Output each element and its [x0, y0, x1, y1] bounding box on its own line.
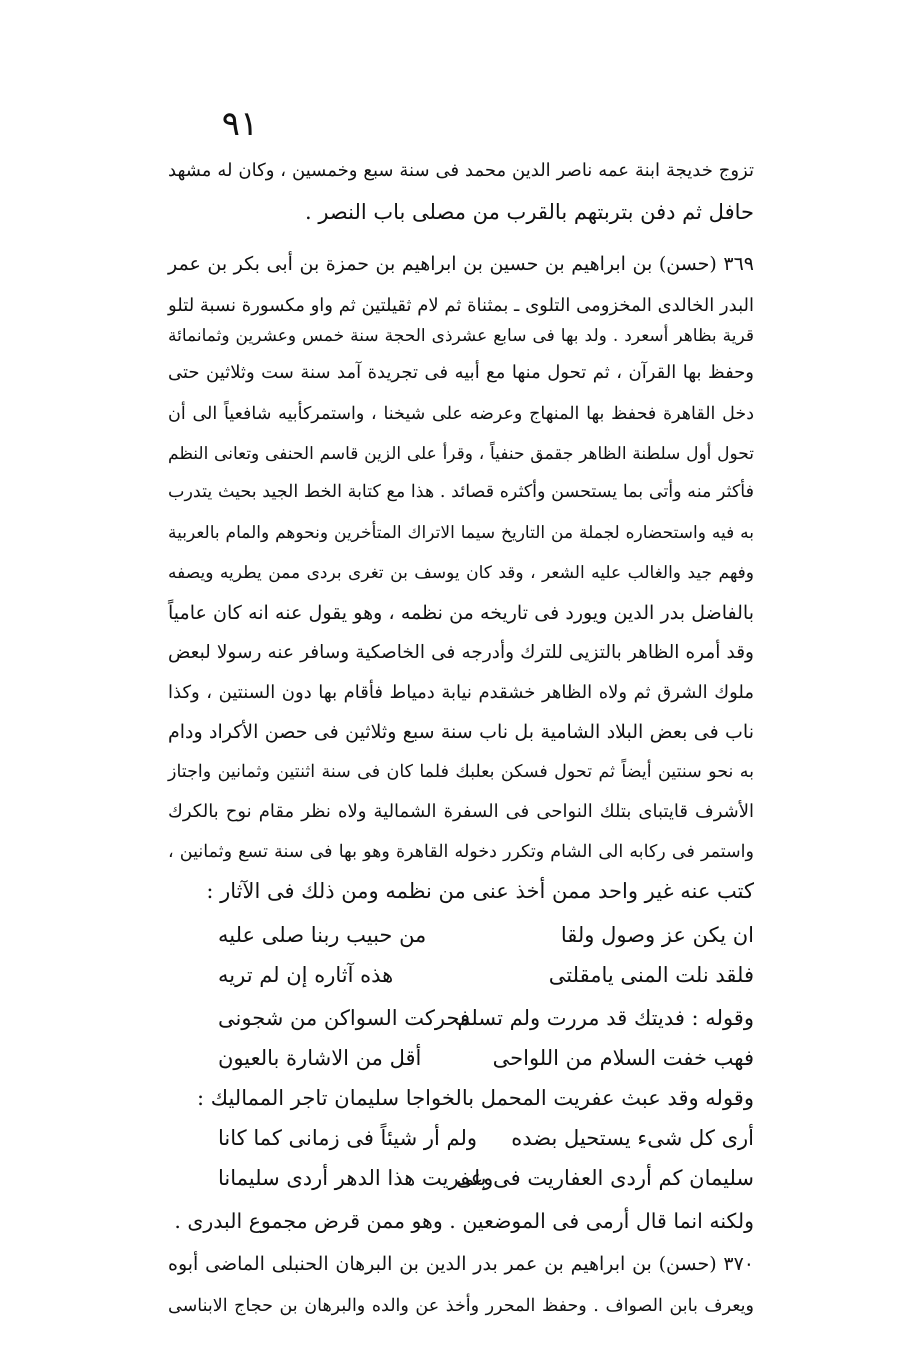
verse-left-hemistich: فحركت السواكن من شجونى: [218, 1006, 471, 1030]
verse-right-hemistich: ان يكن عز وصول ولقا: [560, 923, 754, 947]
verse-right-hemistich: سليمان كم أردى العفاريت فى بلى: [456, 1166, 754, 1190]
verse-left-hemistich: من حبيب ربنا صلى عليه: [218, 923, 427, 947]
verse-right-hemistich: فهب خفت السلام من اللواحى: [492, 1046, 754, 1070]
text-line: ناب فى بعض البلاد الشامية بل ناب سنة سبع وثلاثين فى حصن الأكراد ودام: [168, 721, 754, 743]
text-line: تزوج خديجة ابنة عمه ناصر الدين محمد فى سنة سبع وخمسين ، وكان له مشهد: [168, 160, 754, 181]
text-line: حافل ثم دفن بتربتهم بالقرب من مصلى باب النصر .: [304, 200, 754, 224]
text-line: تحول أول سلطنة الظاهر جقمق حنفياً ، وقرأ على الزين قاسم الحنفى وتعانى النظم: [168, 444, 754, 464]
verse-left-hemistich: وعفريت هذا الدهر أردى سليمانا: [218, 1166, 494, 1190]
verse-intro-line: وقوله وقد عبث عفريت المحمل بالخواجا سليمان تاجر المماليك :: [197, 1086, 754, 1110]
entry-heading-line: ٣٦٩ (حسن) بن ابراهيم بن حسين بن ابراهيم بن حمزة بن أبى بكر بن عمر: [168, 253, 754, 275]
verse-left-hemistich: ولم أر شيئاً فى زمانى كما كانا: [218, 1126, 478, 1150]
text-line: ولكنه انما قال أرمى فى الموضعين . وهو ممن قرض مجموع البدرى .: [174, 1209, 754, 1233]
verse-left-hemistich: هذه آثاره إن لم تريه: [218, 963, 394, 987]
text-line: وقد أمره الظاهر بالتزيى للترك وأدرجه فى الخاصكية وسافر عنه رسولا لبعض: [168, 642, 754, 663]
text-line: به نحو سنتين أيضاً ثم تحول فسكن بعلبك فلما كان فى سنة اثنتين وثمانين واجتاز: [168, 762, 754, 782]
verse-right-hemistich: وقوله : فديتك قد مررت ولم تسلم: [457, 1006, 754, 1030]
entry-heading-line: ٣٧٠ (حسن) بن ابراهيم بن عمر بدر الدين بن البرهان الحنبلى الماضى أبوه: [168, 1253, 754, 1275]
text-line: وفهم جيد والغالب عليه الشعر ، وقد كان يوسف بن تغرى بردى ممن يطريه ويصفه: [168, 563, 754, 583]
text-line: ويعرف بابن الصواف . وحفظ المحرر وأخذ عن والده والبرهان بن حجاج الابناسى: [168, 1296, 754, 1316]
text-line: ملوك الشرق ثم ولاه الظاهر خشقدم نيابة دمياط فأقام بها دون السنتين ، وكذا: [168, 682, 754, 703]
verse-right-hemistich: أرى كل شىء يستحيل بضده: [511, 1126, 754, 1150]
text-line: به فيه واستحضاره لجملة من التاريخ سيما الاتراك المتأخرين ونحوهم والمام بالعربية: [168, 523, 755, 543]
text-line: وحفظ بها القرآن ، ثم تحول منها مع أبيه فى تجريدة آمد سنة ست وثلاثين حتى: [168, 362, 754, 383]
verse-right-hemistich: فلقد نلت المنى يامقلتى: [548, 963, 754, 987]
text-line: كتب عنه غير واحد ممن أخذ عنى من نظمه ومن ذلك فى الآثار :: [206, 879, 754, 903]
text-line: البدر الخالدى المخزومى التلوى ـ بمثناة ثم لام ثقيلتين ثم واو مكسورة نسبة لتلو: [168, 295, 754, 316]
text-line: دخل القاهرة فحفظ بها المنهاج وعرضه على شيخنا ، واستمركأبيه شافعياً الى أن: [168, 404, 754, 424]
verse-left-hemistich: أقل من الاشارة بالعيون: [218, 1046, 422, 1070]
text-line: قرية بظاهر أسعرد . ولد بها فى سابع عشرذى الحجة سنة خمس وعشرين وثمانمائة: [168, 326, 754, 346]
text-line: الأشرف قايتباى بتلك النواحى فى السفرة الشمالية ولاه نظر مقام نوح بالكرك: [168, 801, 754, 822]
page-number: ٩١: [221, 104, 259, 144]
text-line: واستمر فى ركابه الى الشام وتكرر دخوله القاهرة وهو بها فى سنة تسع وثمانين ،: [168, 842, 754, 862]
text-line: بالفاضل بدر الدين ويورد فى تاريخه من نظمه ، وهو يقول عنه انه كان عامياً: [168, 602, 754, 624]
text-line: فأكثر منه وأتى بما يستحسن وأكثره قصائد . هذا مع كتابة الخط الجيد بحيث يتدرب: [168, 482, 754, 502]
